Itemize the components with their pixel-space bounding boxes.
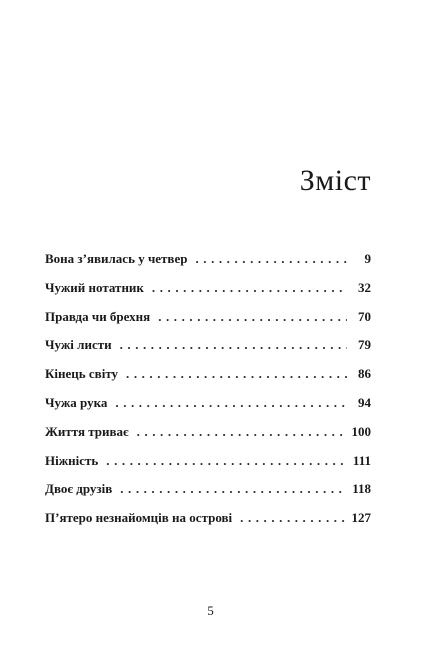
dot-leader bbox=[195, 252, 347, 265]
toc-entry-page: 86 bbox=[358, 366, 371, 382]
dot-leader bbox=[120, 338, 347, 351]
toc-entry bbox=[45, 482, 371, 511]
toc-entry-title: Кінець світу bbox=[45, 366, 119, 382]
toc-entry bbox=[45, 252, 371, 281]
toc-entry-page: 32 bbox=[358, 279, 371, 295]
toc-entry-title: Чужа рука bbox=[45, 394, 108, 410]
toc-entry bbox=[45, 454, 371, 483]
toc-entry-page: 100 bbox=[351, 423, 371, 439]
toc-entry bbox=[45, 396, 371, 425]
toc-entry bbox=[45, 367, 371, 396]
toc-entry-title: Двоє друзів bbox=[45, 481, 113, 497]
toc-entry-title: Чужі листи bbox=[45, 337, 112, 353]
toc-entry-page: 94 bbox=[358, 394, 371, 410]
dot-leader bbox=[240, 511, 345, 524]
toc-entry-title: Ніжність bbox=[45, 452, 99, 468]
toc-entry-page: 79 bbox=[358, 337, 371, 353]
table-of-contents bbox=[45, 252, 371, 540]
toc-entry bbox=[45, 281, 371, 310]
toc-entry-title: П’ятеро незнайомців на острові bbox=[45, 510, 233, 526]
toc-entry-title: Життя триває bbox=[45, 423, 129, 439]
toc-entry-page: 70 bbox=[358, 308, 371, 324]
dot-leader bbox=[126, 367, 347, 380]
dot-leader bbox=[137, 425, 346, 438]
dot-leader bbox=[158, 310, 347, 323]
dot-leader bbox=[120, 482, 346, 495]
toc-entry-page: 9 bbox=[364, 251, 371, 266]
toc-entry-title: Правда чи брехня bbox=[45, 308, 151, 324]
toc-entry-title: Вона з’явилась у четвер bbox=[45, 251, 188, 266]
page-number: 5 bbox=[207, 603, 214, 618]
toc-entry bbox=[45, 425, 371, 454]
toc-entry bbox=[45, 511, 371, 540]
dot-leader bbox=[115, 396, 347, 409]
toc-entry bbox=[45, 310, 371, 339]
toc-heading: Зміст bbox=[299, 164, 371, 197]
toc-entry-title: Чужий нотатник bbox=[45, 279, 144, 295]
toc-entry-page: 111 bbox=[352, 452, 371, 468]
dot-leader bbox=[152, 281, 347, 294]
toc-entry-page: 127 bbox=[351, 510, 371, 526]
toc-entry bbox=[45, 338, 371, 367]
dot-leader bbox=[106, 454, 347, 467]
toc-entry-page: 118 bbox=[352, 481, 371, 497]
